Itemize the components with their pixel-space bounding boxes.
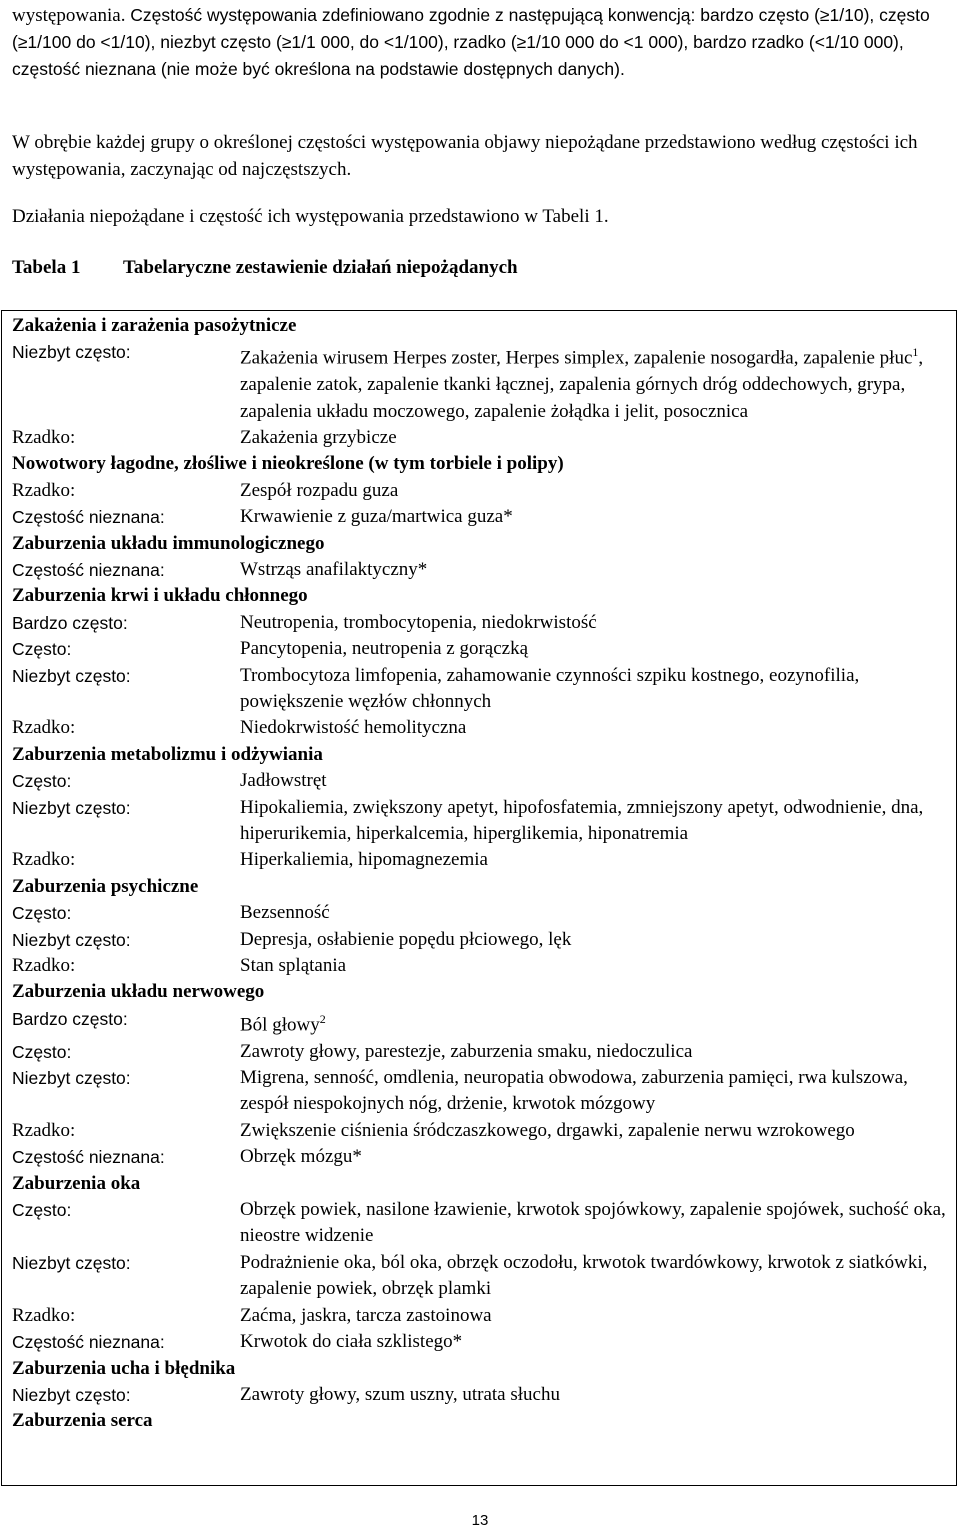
- reaction-description: [240, 795, 956, 848]
- reaction-description: [240, 1118, 956, 1144]
- reaction-description: [240, 1250, 956, 1303]
- intro-paragraph: [12, 2, 952, 83]
- table-row: [2, 504, 956, 530]
- reaction-text: Wstrząs anafilaktyczny*: [240, 558, 428, 580]
- reaction-description: [240, 715, 956, 741]
- table-row: [2, 478, 956, 504]
- reaction-text: Zwiększenie ciśnienia śródczaszkowego, drgawki, zapalenie nerwu wzrokowego: [240, 1119, 855, 1141]
- table-row: [2, 795, 956, 848]
- reaction-text: Obrzęk mózgu*: [240, 1146, 362, 1168]
- table-row: [2, 768, 956, 794]
- table-row: [2, 663, 956, 716]
- frequency-label: Częstość nieznana:: [12, 507, 165, 528]
- table-reference-paragraph: Działania niepożądane i częstość ich występowania przedstawiono w Tabeli 1.: [12, 206, 609, 227]
- frequency-label: Częstość nieznana:: [12, 559, 165, 580]
- table-number: Tabela 1: [12, 257, 81, 278]
- frequency-label: Niezbyt często:: [12, 665, 131, 686]
- frequency-label: Rzadko:: [12, 1304, 76, 1326]
- frequency-label: Niezbyt często:: [12, 1384, 131, 1405]
- page-number: 13: [471, 1512, 489, 1529]
- reaction-description: [240, 1382, 956, 1408]
- frequency-label: Częstość nieznana:: [12, 1332, 165, 1353]
- reaction-text: Zawroty głowy, szum uszny, utrata słuchu: [240, 1383, 560, 1405]
- reaction-text: Stan splątania: [240, 955, 347, 977]
- reaction-text: Bezsenność: [240, 902, 330, 924]
- table-row: [2, 847, 956, 873]
- reaction-text: Ból głowy: [240, 1014, 320, 1036]
- reaction-description: [240, 636, 956, 662]
- table-row: [2, 1250, 956, 1303]
- frequency-label: Rzadko:: [12, 426, 76, 448]
- reaction-text: Zakażenia grzybicze: [240, 426, 397, 448]
- frequency-label: Często:: [12, 639, 72, 660]
- frequency-convention-text: Częstość występowania zdefiniowano zgodnie z następującą konwencją: bardzo często (≥1/10), często (≥1/100 do <1/10), niezbyt często (≥1/1 000, do <1/100), rzadko (≥1/10 000 do <1 000), bardzo rzadko (<1/10 000), częstość nieznana (nie może być określona na podstawie dostępnych danych).: [12, 5, 930, 79]
- table-row: [2, 900, 956, 926]
- reaction-description: [240, 1144, 956, 1170]
- table-row: [2, 1329, 956, 1355]
- reaction-text: Zakażenia wirusem Herpes zoster, Herpes simplex, zapalenie nosogardła, zapalenie płuc: [240, 347, 913, 369]
- frequency-label: Rzadko:: [12, 1119, 76, 1141]
- reaction-text: Niedokrwistość hemolityczna: [240, 717, 467, 739]
- reaction-description: [240, 425, 956, 451]
- reaction-description: [240, 1065, 956, 1118]
- table-row: [2, 1144, 956, 1170]
- reaction-description: [240, 339, 956, 425]
- footnote-marker: 1: [912, 345, 919, 360]
- table-row: [2, 557, 956, 583]
- adverse-reactions-table: [1, 310, 957, 1486]
- reaction-text: Podrażnienie oka, ból oka, obrzęk oczodołu, krwotok twardówkowy, krwotok z siatkówki, zapalenie powiek, obrzęk plamki: [240, 1251, 928, 1300]
- reaction-text: Krwawienie z guza/martwica guza*: [240, 506, 513, 528]
- reaction-text: Zespół rozpadu guza: [240, 479, 399, 501]
- reaction-description: [240, 610, 956, 636]
- section-heading: Zaburzenia oka: [12, 1172, 141, 1194]
- reaction-description: [240, 478, 956, 504]
- reaction-text: Hipokaliemia, zwiększony apetyt, hipofosfatemia, zmniejszony apetyt, odwodnienie, dna, hiperurikemia, hiperkalcemia, hiperglikemia, hiponatremia: [240, 796, 924, 845]
- reaction-description: [240, 768, 956, 794]
- reaction-text: Jadłowstręt: [240, 770, 327, 792]
- reaction-text: Obrzęk powiek, nasilone łzawienie, krwotok spojówkowy, zapalenie spojówek, suchość oka, nieostre widzenie: [240, 1199, 946, 1247]
- table-caption: [12, 257, 518, 279]
- frequency-label: Często:: [12, 1200, 72, 1221]
- table-row: [2, 1039, 956, 1065]
- section-heading: Zaburzenia psychiczne: [12, 875, 199, 897]
- reaction-description: [240, 953, 956, 979]
- reaction-description: [240, 1006, 956, 1039]
- section-heading: Zaburzenia układu immunologicznego: [12, 532, 325, 554]
- table-row: [2, 715, 956, 741]
- section-heading: Zaburzenia serca: [12, 1410, 153, 1432]
- table-row: [2, 425, 956, 451]
- table-row: [2, 1065, 956, 1118]
- frequency-label: Często:: [12, 771, 72, 792]
- frequency-label: Bardzo często:: [12, 1008, 128, 1029]
- frequency-label: Rzadko:: [12, 849, 76, 871]
- reaction-text: Migrena, senność, omdlenia, neuropatia obwodowa, zaburzenia pamięci, rwa kulszowa, zespół niespokojnych nóg, drżenie, krwotok mózgowy: [240, 1067, 908, 1115]
- section-heading: Zakażenia i zarażenia pasożytnicze: [12, 315, 297, 336]
- reaction-description: [240, 1303, 956, 1329]
- frequency-label: Częstość nieznana:: [12, 1147, 165, 1168]
- section-heading: Zaburzenia ucha i błędnika: [12, 1357, 236, 1379]
- reaction-description: [240, 557, 956, 583]
- frequency-label: Niezbyt często:: [12, 929, 131, 950]
- reaction-text-continued: , zapalenie zatok, zapalenie tkanki łącznej, zapalenia górnych dróg oddechowych, grypa, zapalenia układu moczowego, zapalenie żołądka i jelit, posocznica: [240, 347, 924, 422]
- reaction-text: Zaćma, jaskra, tarcza zastoinowa: [240, 1304, 492, 1326]
- reaction-text: Hiperkaliemia, hipomagnezemia: [240, 849, 488, 871]
- table-row: [2, 636, 956, 662]
- section-heading: Zaburzenia metabolizmu i odżywiania: [12, 743, 323, 765]
- reaction-description: [240, 927, 956, 953]
- table-row: [2, 339, 956, 425]
- ordering-paragraph: W obrębie każdej grupy o określonej częstości występowania objawy niepożądane przedstawiono według częstości ich występowania, zaczynając od najczęstszych.: [12, 132, 918, 180]
- reaction-description: [240, 1329, 956, 1355]
- table-row: [2, 953, 956, 979]
- frequency-label: Rzadko:: [12, 717, 76, 739]
- footnote-marker: 2: [319, 1011, 326, 1026]
- table-row: [2, 1118, 956, 1144]
- reaction-description: [240, 900, 956, 926]
- intro-lead: występowania.: [12, 5, 131, 26]
- table-row: [2, 1197, 956, 1250]
- table-title: Tabelaryczne zestawienie działań niepożądanych: [123, 257, 518, 278]
- table-row: [2, 1303, 956, 1329]
- reaction-text: Neutropenia, trombocytopenia, niedokrwistość: [240, 611, 597, 633]
- table-row: [2, 927, 956, 953]
- frequency-label: Często:: [12, 1041, 72, 1062]
- reaction-description: [240, 663, 956, 716]
- table-row: [2, 1006, 956, 1039]
- table-row: [2, 1382, 956, 1408]
- section-heading: Zaburzenia krwi i układu chłonnego: [12, 585, 308, 607]
- section-heading: Zaburzenia układu nerwowego: [12, 981, 265, 1003]
- reaction-description: [240, 504, 956, 530]
- reaction-text: Trombocytoza limfopenia, zahamowanie czynności szpiku kostnego, eozynofilia, powiększenie węzłów chłonnych: [240, 664, 860, 713]
- frequency-label: Niezbyt często:: [12, 1068, 131, 1089]
- reaction-text: Krwotok do ciała szklistego*: [240, 1331, 463, 1353]
- frequency-label: Rzadko:: [12, 479, 76, 501]
- table-row: [2, 610, 956, 636]
- frequency-label: Często:: [12, 903, 72, 924]
- reaction-text: Zawroty głowy, parestezje, zaburzenia smaku, niedoczulica: [240, 1040, 693, 1062]
- reaction-description: [240, 1039, 956, 1065]
- reaction-text: Depresja, osłabienie popędu płciowego, lęk: [240, 928, 572, 950]
- frequency-label: Bardzo często:: [12, 612, 128, 633]
- section-heading: Nowotwory łagodne, złośliwe i nieokreślone (w tym torbiele i polipy): [12, 453, 564, 475]
- frequency-label: Niezbyt często:: [12, 797, 131, 818]
- frequency-label: Niezbyt często:: [12, 342, 131, 363]
- reaction-text: Pancytopenia, neutropenia z gorączką: [240, 638, 529, 660]
- frequency-label: Rzadko:: [12, 955, 76, 977]
- frequency-label: Niezbyt często:: [12, 1252, 131, 1273]
- reaction-description: [240, 1197, 956, 1250]
- reaction-description: [240, 847, 956, 873]
